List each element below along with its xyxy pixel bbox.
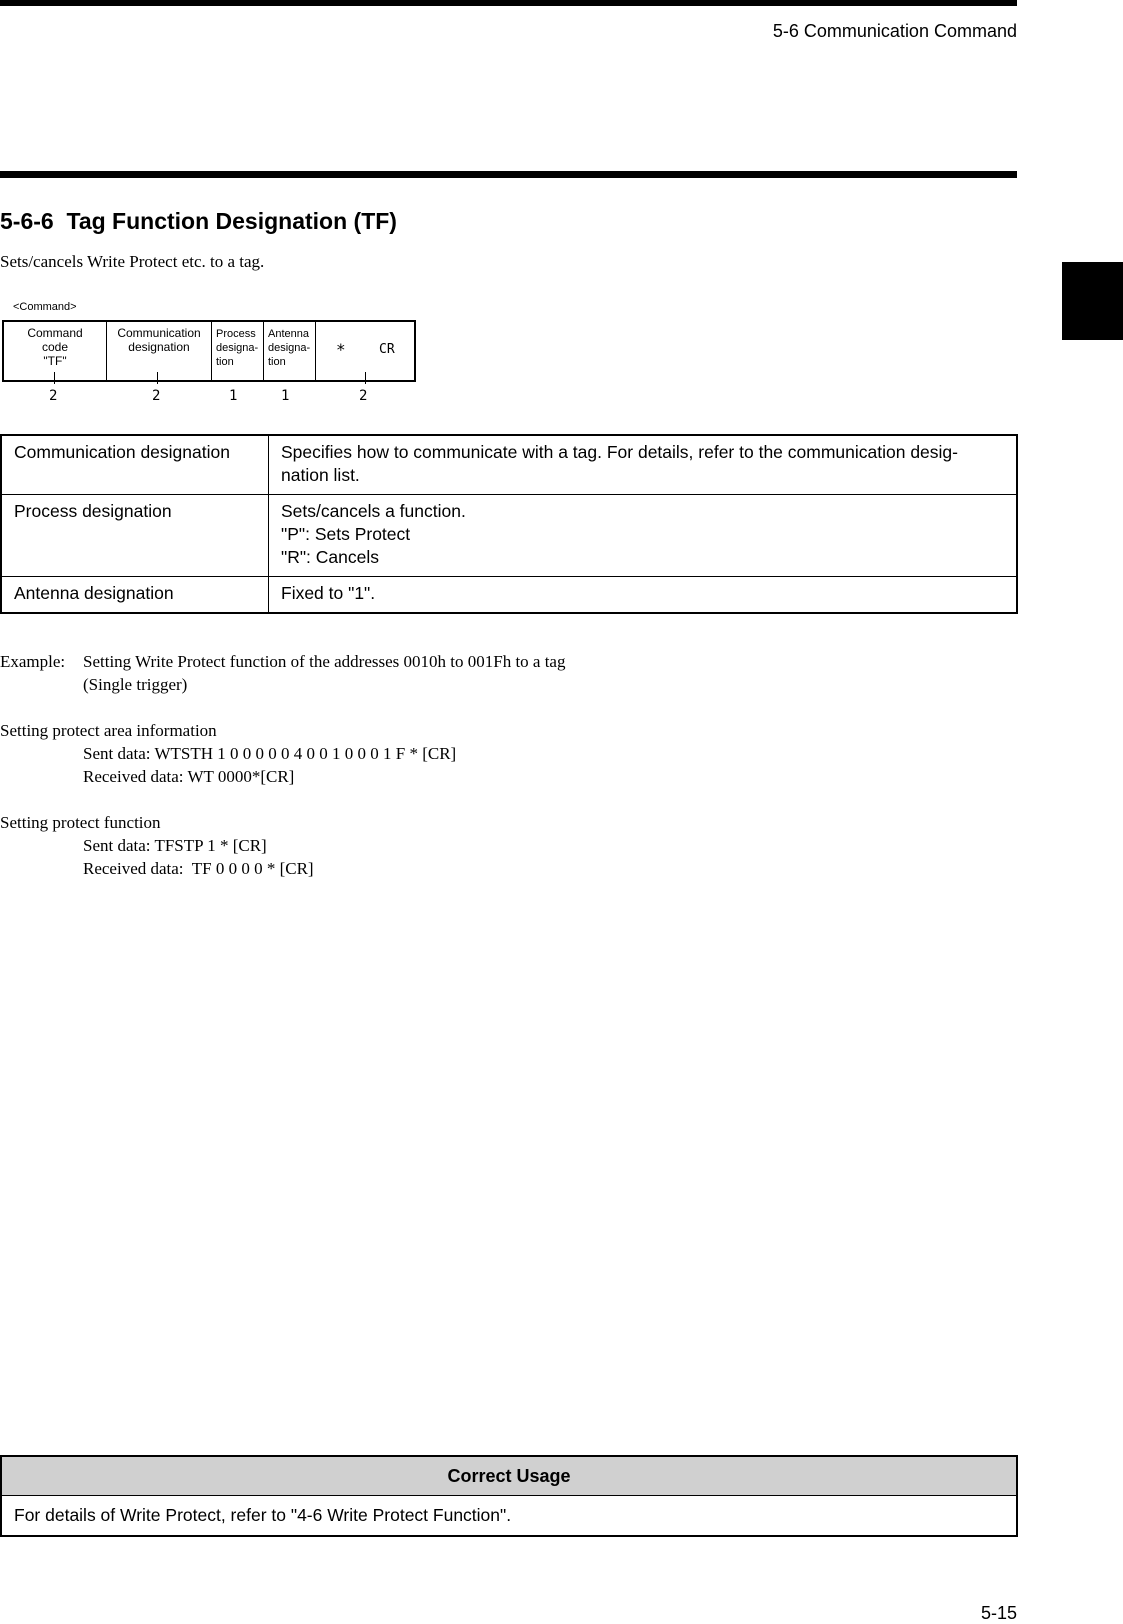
desc-cell: Specifies how to communicate with a tag. For details, refer to the communication desig- nation list. [269,435,1018,495]
field-tick [365,372,366,384]
cr-symbol: CR [379,342,395,357]
field-command-code: Command code "TF" [4,322,107,380]
chapter-tab [1062,262,1123,340]
field-length: 1 [229,388,238,404]
top-rule [0,0,1017,6]
field-length: 2 [359,388,368,404]
field-length: 1 [281,388,290,404]
correct-usage-heading: Correct Usage [2,1457,1016,1496]
field-tick [157,372,158,384]
example-group-title: Setting protect area information [0,721,217,740]
command-frame [2,320,416,382]
received-data: Received data: TF 0 0 0 0 * [CR] [83,859,314,878]
field-length: 2 [152,388,161,404]
field-process-designation: Process designa- tion [212,322,264,380]
table-row [1,495,1017,577]
correct-usage-text: For details of Write Protect, refer to "4-6 Write Protect Function". [14,1505,512,1525]
sent-data: Sent data: WTSTH 1 0 0 0 0 0 4 0 0 1 0 0 0 1 F * [CR] [83,744,457,763]
section-title: 5-6-6 Tag Function Designation (TF) [0,208,397,234]
desc-cell: Sets/cancels a function. "P": Sets Protect "R": Cancels [269,495,1018,577]
sent-data: Sent data: TFSTP 1 * [CR] [83,836,267,855]
section-description: Sets/cancels Write Protect etc. to a tag. [0,252,265,271]
running-header: 5-6 Communication Command [772,21,1017,41]
command-label: <Command> [13,301,77,313]
example-group-title: Setting protect function [0,813,161,832]
example-line: Setting Write Protect function of the addresses 0010h to 001Fh to a tag [83,652,566,671]
field-length: 2 [49,388,58,404]
page-number: 5-15 [980,1603,1017,1623]
example-label: Example: [0,652,66,671]
field-communication-designation: Communication designation [107,322,212,380]
table-row [1,435,1017,495]
field-terminator [316,322,416,380]
received-data: Received data: WT 0000*[CR] [83,767,295,786]
term-cell: Process designation [1,495,269,577]
correct-usage-box [0,1455,1018,1537]
asterisk-symbol: * [336,340,346,359]
desc-cell: Fixed to "1". [269,577,1018,614]
example-line: (Single trigger) [83,675,188,694]
table-row [1,577,1017,614]
field-tick [54,372,55,384]
section-rule [0,171,1017,178]
definition-table [0,434,1018,614]
term-cell: Antenna designation [1,577,269,614]
term-cell: Communication designation [1,435,269,495]
field-antenna-designation: Antenna designa- tion [264,322,316,380]
